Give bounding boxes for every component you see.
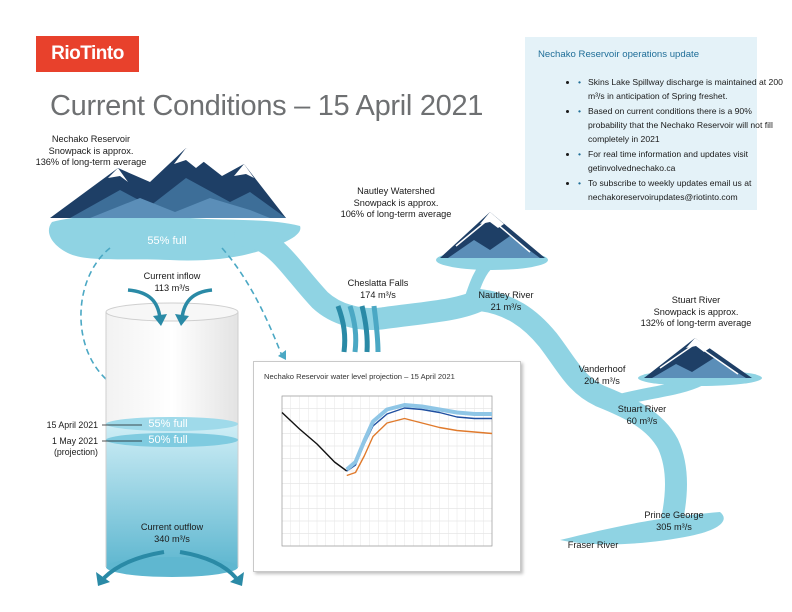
nautley-ws-name: Nautley Watershed	[357, 186, 435, 196]
stuart-river-value: 60 m³/s	[626, 415, 658, 426]
stuart-basin-line2: 132% of long-term average	[640, 318, 752, 328]
inflow-value: 113 m³/s	[154, 282, 190, 293]
operations-update-item: • • Skins Lake Spillway discharge is maintained at 200 m³/s in anticipation of Spring freshet.	[578, 75, 790, 103]
level-proj-value: 50% full	[148, 434, 188, 446]
operations-update-list	[538, 75, 790, 205]
prince-george-label	[634, 510, 714, 533]
chart-series-projection-blue	[347, 408, 492, 471]
operations-update-item: • • For real time information and updates visit getinvolvednechako.ca	[578, 147, 790, 175]
outflow-name: Current outflow	[140, 522, 204, 532]
outflow-value: 340 m³/s	[154, 533, 190, 544]
nautley-watershed-label	[336, 186, 456, 221]
stuart-basin-line1: Snowpack is approx.	[653, 306, 739, 317]
nechako-name: Nechako Reservoir	[51, 134, 131, 144]
vanderhoof-label	[566, 364, 638, 387]
page-title: Current Conditions – 15 April 2021	[50, 90, 484, 122]
nechako-reservoir-label	[32, 134, 150, 169]
stuart-river-name: Stuart River	[617, 404, 667, 414]
operations-update-item: • • To subscribe to weekly updates email us at nechakoreservoirupdates@riotinto.com	[578, 176, 790, 204]
cheslatta-name: Cheslatta Falls	[347, 278, 409, 288]
prince-george-value: 305 m³/s	[656, 521, 692, 532]
rio-tinto-logo: RioTinto	[36, 36, 139, 72]
nechako-snowpack-line2: 136% of long-term average	[35, 157, 147, 167]
stuart-basin-name: Stuart River	[671, 295, 721, 305]
vanderhoof-value: 204 m³/s	[584, 375, 620, 386]
level-proj-note: (projection)	[53, 447, 98, 457]
nechako-pct-full: 55% full	[147, 235, 187, 247]
prince-george-name: Prince George	[644, 510, 704, 520]
level-now-date: 15 April 2021	[46, 420, 98, 430]
cheslatta-label	[333, 278, 423, 301]
outflow-label	[124, 522, 220, 545]
nechako-snowpack-line1: Snowpack is approx.	[48, 145, 134, 156]
level-proj-date: 1 May 2021	[52, 436, 98, 446]
stuart-basin-label	[636, 295, 756, 330]
nautley-river-name: Nautley River	[478, 290, 534, 300]
nautley-ws-line1: Snowpack is approx.	[353, 197, 439, 208]
water-level-chart	[268, 388, 506, 558]
operations-update-item: • • Based on current conditions there is a 90% probability that the Nechako Reservoir will not fill completely in 2021	[578, 104, 790, 146]
vanderhoof-name: Vanderhoof	[578, 364, 626, 374]
nautley-ws-line2: 106% of long-term average	[340, 209, 452, 219]
chart-series-projection-band-blue	[347, 405, 492, 470]
operations-update-heading: Nechako Reservoir operations update	[538, 49, 700, 60]
level-now-value: 55% full	[148, 418, 188, 430]
stuart-mountain-icon	[644, 338, 752, 378]
fraser-river-label: Fraser River	[567, 540, 619, 550]
chart-title: Nechako Reservoir water level projection – 15 April 2021	[264, 372, 455, 381]
nautley-river-value: 21 m³/s	[490, 301, 522, 312]
chart-grid	[282, 396, 492, 546]
stuart-river-label	[604, 404, 680, 427]
inflow-label	[124, 271, 220, 294]
nautley-river-label	[466, 290, 546, 313]
cheslatta-value: 174 m³/s	[360, 289, 396, 300]
inflow-name: Current inflow	[143, 271, 201, 281]
